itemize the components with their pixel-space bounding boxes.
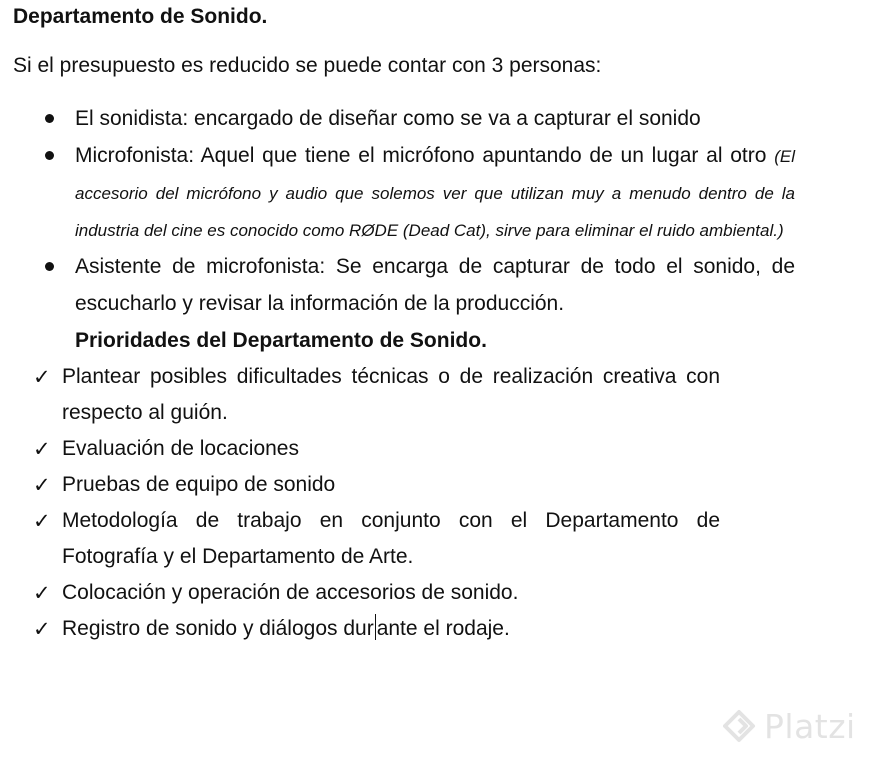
check-icon: ✓ <box>33 509 51 533</box>
priorities-title: Prioridades del Departamento de Sonido. <box>75 329 487 352</box>
watermark-text: Platzi <box>764 706 856 746</box>
priority-text: Plantear posibles dificultades técnicas o de realización creativa con respecto al guión. <box>62 365 720 424</box>
list-item <box>0 137 795 248</box>
list-item <box>0 248 795 647</box>
platzi-watermark <box>722 706 856 746</box>
bullet-icon <box>45 114 54 123</box>
priority-text: Evaluación de locaciones <box>62 437 299 460</box>
list-item <box>0 359 720 431</box>
list-item <box>0 575 720 611</box>
priorities-list <box>0 359 795 647</box>
bullet-text: Microfonista: Aquel que tiene el micrófono apuntando de un lugar al otro <box>75 144 775 167</box>
check-icon: ✓ <box>33 473 51 497</box>
priority-text: Metodología de trabajo en conjunto con el Departamento de Fotografía y el Departamento de Arte. <box>62 509 720 568</box>
check-icon: ✓ <box>33 365 51 389</box>
check-icon: ✓ <box>33 437 51 461</box>
priority-text: Colocación y operación de accesorios de sonido. <box>62 581 519 604</box>
check-icon: ✓ <box>33 617 51 641</box>
list-item <box>0 100 795 137</box>
list-item <box>0 431 720 467</box>
priority-text-end: ante el rodaje. <box>376 617 510 640</box>
roles-list <box>0 100 874 647</box>
document-heading: Departamento de Sonido. <box>13 5 268 28</box>
list-item <box>0 467 720 503</box>
text-cursor[interactable] <box>375 614 376 640</box>
check-icon: ✓ <box>33 581 51 605</box>
platzi-logo-icon <box>722 709 756 743</box>
list-item <box>0 503 720 575</box>
bullet-icon <box>45 151 54 160</box>
bullet-icon <box>45 262 54 271</box>
bullet-text: El sonidista: encargado de diseñar como se va a capturar el sonido <box>75 107 701 130</box>
priority-text-start: Registro de sonido y diálogos dur <box>62 617 374 640</box>
bullet-text: Asistente de microfonista: Se encarga de capturar de todo el sonido, de escucharlo y revisar la información de la producción. <box>75 255 795 315</box>
list-item <box>0 611 720 647</box>
priority-text: Pruebas de equipo de sonido <box>62 473 336 496</box>
bullet-note: (El accesorio del micrófono y audio que solemos ver que utilizan muy a menudo dentro de la industria del cine es conocido como RØDE (Dead Cat), sirve para eliminar el ruido ambiental.) <box>75 147 795 240</box>
intro-paragraph: Si el presupuesto es reducido se puede contar con 3 personas: <box>13 54 602 77</box>
